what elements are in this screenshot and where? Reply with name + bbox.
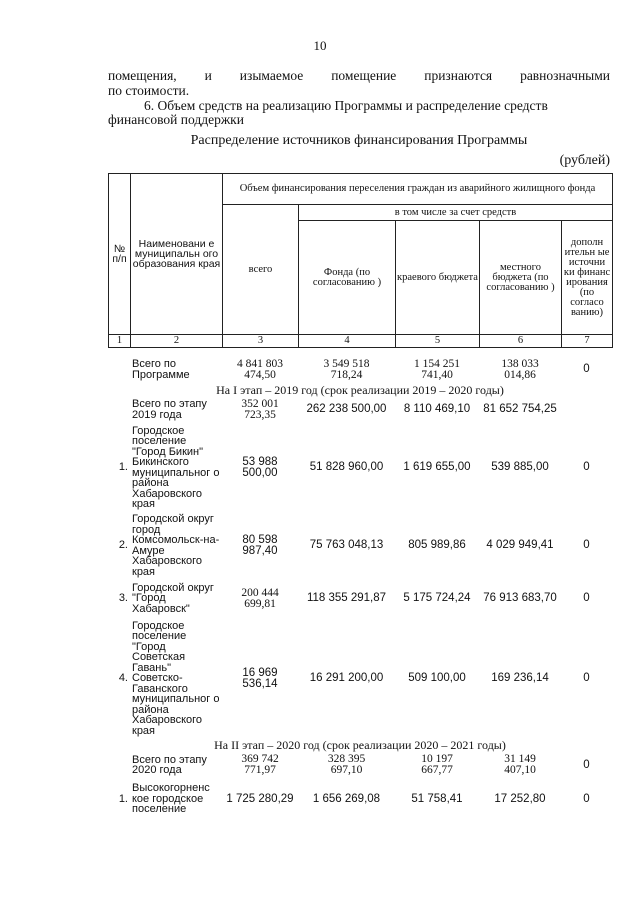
row-regional: 8 110 469,10 [403, 403, 471, 416]
row-regional: 509 100,00 [408, 672, 466, 685]
row-regional: 5 175 724,24 [403, 592, 471, 605]
row-total: 1 725 280,29 [226, 792, 294, 805]
table-body [108, 354, 612, 818]
row-fund: 3 549 518 [323, 357, 370, 370]
row-total: 369 742 [241, 753, 279, 765]
row-name: Всего по этапу 2019 года [132, 398, 207, 421]
row-total: 16 969 536,14 [242, 667, 278, 690]
row-extra: 0 [583, 461, 590, 474]
table-row [108, 750, 612, 780]
row-regional: 805 989,86 [408, 539, 466, 552]
table-title: Распределение источников финансирования Программы [190, 133, 528, 148]
row-number: 2. [118, 539, 128, 552]
row-fund: 697,10 [330, 764, 363, 776]
row-number: 1. [118, 792, 128, 805]
row-total: 80 598 987,40 [242, 534, 278, 557]
row-number: 4. [118, 672, 128, 685]
row-name: Городской округ город Комсомольск-на-Амуре Хабаровского края [132, 513, 220, 578]
header-total: всего [223, 205, 299, 335]
colnum: 1 [109, 335, 131, 348]
table-row [108, 396, 612, 424]
row-extra: 0 [583, 758, 590, 771]
page-number: 10 [313, 38, 327, 53]
row-extra: 0 [583, 592, 590, 605]
unit-label: (рублей) [559, 153, 610, 168]
row-total: 699,81 [244, 597, 276, 610]
table-row [108, 618, 612, 740]
row-fund: 75 763 048,13 [309, 539, 384, 552]
row-name: Городской округ "Город Хабаровск" [132, 581, 214, 615]
row-fund: 16 291 200,00 [309, 672, 384, 685]
row-local: 138 033 [501, 357, 539, 370]
table-header [108, 173, 613, 348]
row-total: 723,35 [244, 408, 276, 421]
row-extra [561, 396, 612, 424]
row-name: Городское поселение "Город Советская Гавань" Советско-Гаванского муниципальног о района Хабаровского края [132, 619, 220, 737]
row-local: 014,86 [504, 368, 536, 381]
header-name: Наименовани е муниципальн ого образования края [131, 174, 223, 335]
stage-2-title: На II этап – 2020 год (срок реализации 2020 – 2021 годы) [214, 737, 506, 752]
row-regional: 741,40 [421, 368, 453, 381]
colnum: 3 [223, 335, 299, 348]
word: изымаемое [239, 68, 304, 83]
paragraph-2-line-2: финансовой поддержки [108, 112, 244, 127]
header-volume: Объем финансирования переселения граждан из аварийного жилищного фонда [223, 174, 613, 205]
row-fund: 1 656 269,08 [312, 792, 381, 805]
colnum: 4 [299, 335, 396, 348]
header-fund: Фонда (по согласованию ) [299, 221, 396, 335]
header-local: местного бюджета (по согласованию ) [480, 221, 562, 335]
row-name: Высокогорненс кое городское поселение [132, 782, 210, 816]
row-local: 76 913 683,70 [483, 592, 557, 605]
row-total: 352 001 [241, 397, 279, 410]
word: помещения, [108, 68, 177, 83]
row-local: 4 029 949,41 [486, 539, 554, 552]
row-total: 200 444 [241, 586, 279, 599]
row-regional: 1 619 655,00 [403, 461, 471, 474]
row-fund: 51 828 960,00 [309, 461, 384, 474]
row-name: Городское поселение "Город Бикин" Бикинского муниципальног о района Хабаровского края [132, 424, 220, 510]
stage-1-title: На I этап – 2019 год (срок реализации 2019 – 2020 годы) [216, 383, 504, 397]
row-local: 17 252,80 [494, 792, 546, 805]
row-number: 1. [118, 461, 128, 474]
word: и [204, 68, 212, 83]
row-regional: 51 758,41 [411, 792, 463, 805]
table-row [108, 354, 612, 385]
paragraph-1-line-2: по стоимости. [108, 83, 190, 98]
row-fund: 262 238 500,00 [306, 403, 387, 416]
table-row [108, 580, 612, 618]
paragraph-1-line-1 [108, 68, 610, 83]
row-total: 771,97 [244, 764, 276, 776]
row-extra: 0 [583, 792, 590, 805]
row-regional: 10 197 [421, 753, 453, 765]
colnum: 7 [562, 335, 613, 348]
table-row [108, 512, 612, 580]
row-fund: 718,24 [330, 368, 363, 381]
row-local: 31 149 [504, 753, 536, 765]
paragraph-2-line-1: 6. Объем средств на реализацию Программы и распределение средств [144, 98, 548, 113]
row-local: 407,10 [504, 764, 536, 776]
row-name: Всего по Программе [132, 358, 190, 381]
row-extra: 0 [583, 672, 590, 685]
header-num: № п/п [109, 174, 131, 335]
word: признаются [424, 68, 493, 83]
row-total: 474,50 [244, 368, 276, 381]
colnum: 5 [396, 335, 480, 348]
row-fund: 328 395 [327, 753, 366, 765]
row-extra: 0 [583, 539, 590, 552]
word: помещение [331, 68, 397, 83]
header-including: в том числе за счет средств [299, 205, 613, 221]
row-regional: 667,77 [421, 764, 453, 776]
table-row [108, 780, 612, 818]
row-local: 539 885,00 [491, 461, 549, 474]
row-name: Всего по этапу 2020 года [132, 753, 207, 776]
row-local: 81 652 754,25 [483, 403, 557, 416]
row-regional: 1 154 251 [414, 357, 460, 370]
header-regional: краевого бюджета [396, 221, 480, 335]
row-total: 4 841 803 [237, 357, 283, 370]
colnum: 2 [131, 335, 223, 348]
row-number: 3. [118, 592, 128, 605]
colnum: 6 [480, 335, 562, 348]
row-extra: 0 [583, 363, 590, 376]
word: равнозначными [520, 68, 611, 83]
row-local: 169 236,14 [491, 672, 549, 685]
row-fund: 118 355 291,87 [306, 592, 387, 605]
table-row [108, 424, 612, 512]
row-total: 53 988 500,00 [242, 456, 278, 479]
header-extra: дополн ительн ые источни ки финанс ирования (по согласо ванию) [562, 221, 613, 335]
